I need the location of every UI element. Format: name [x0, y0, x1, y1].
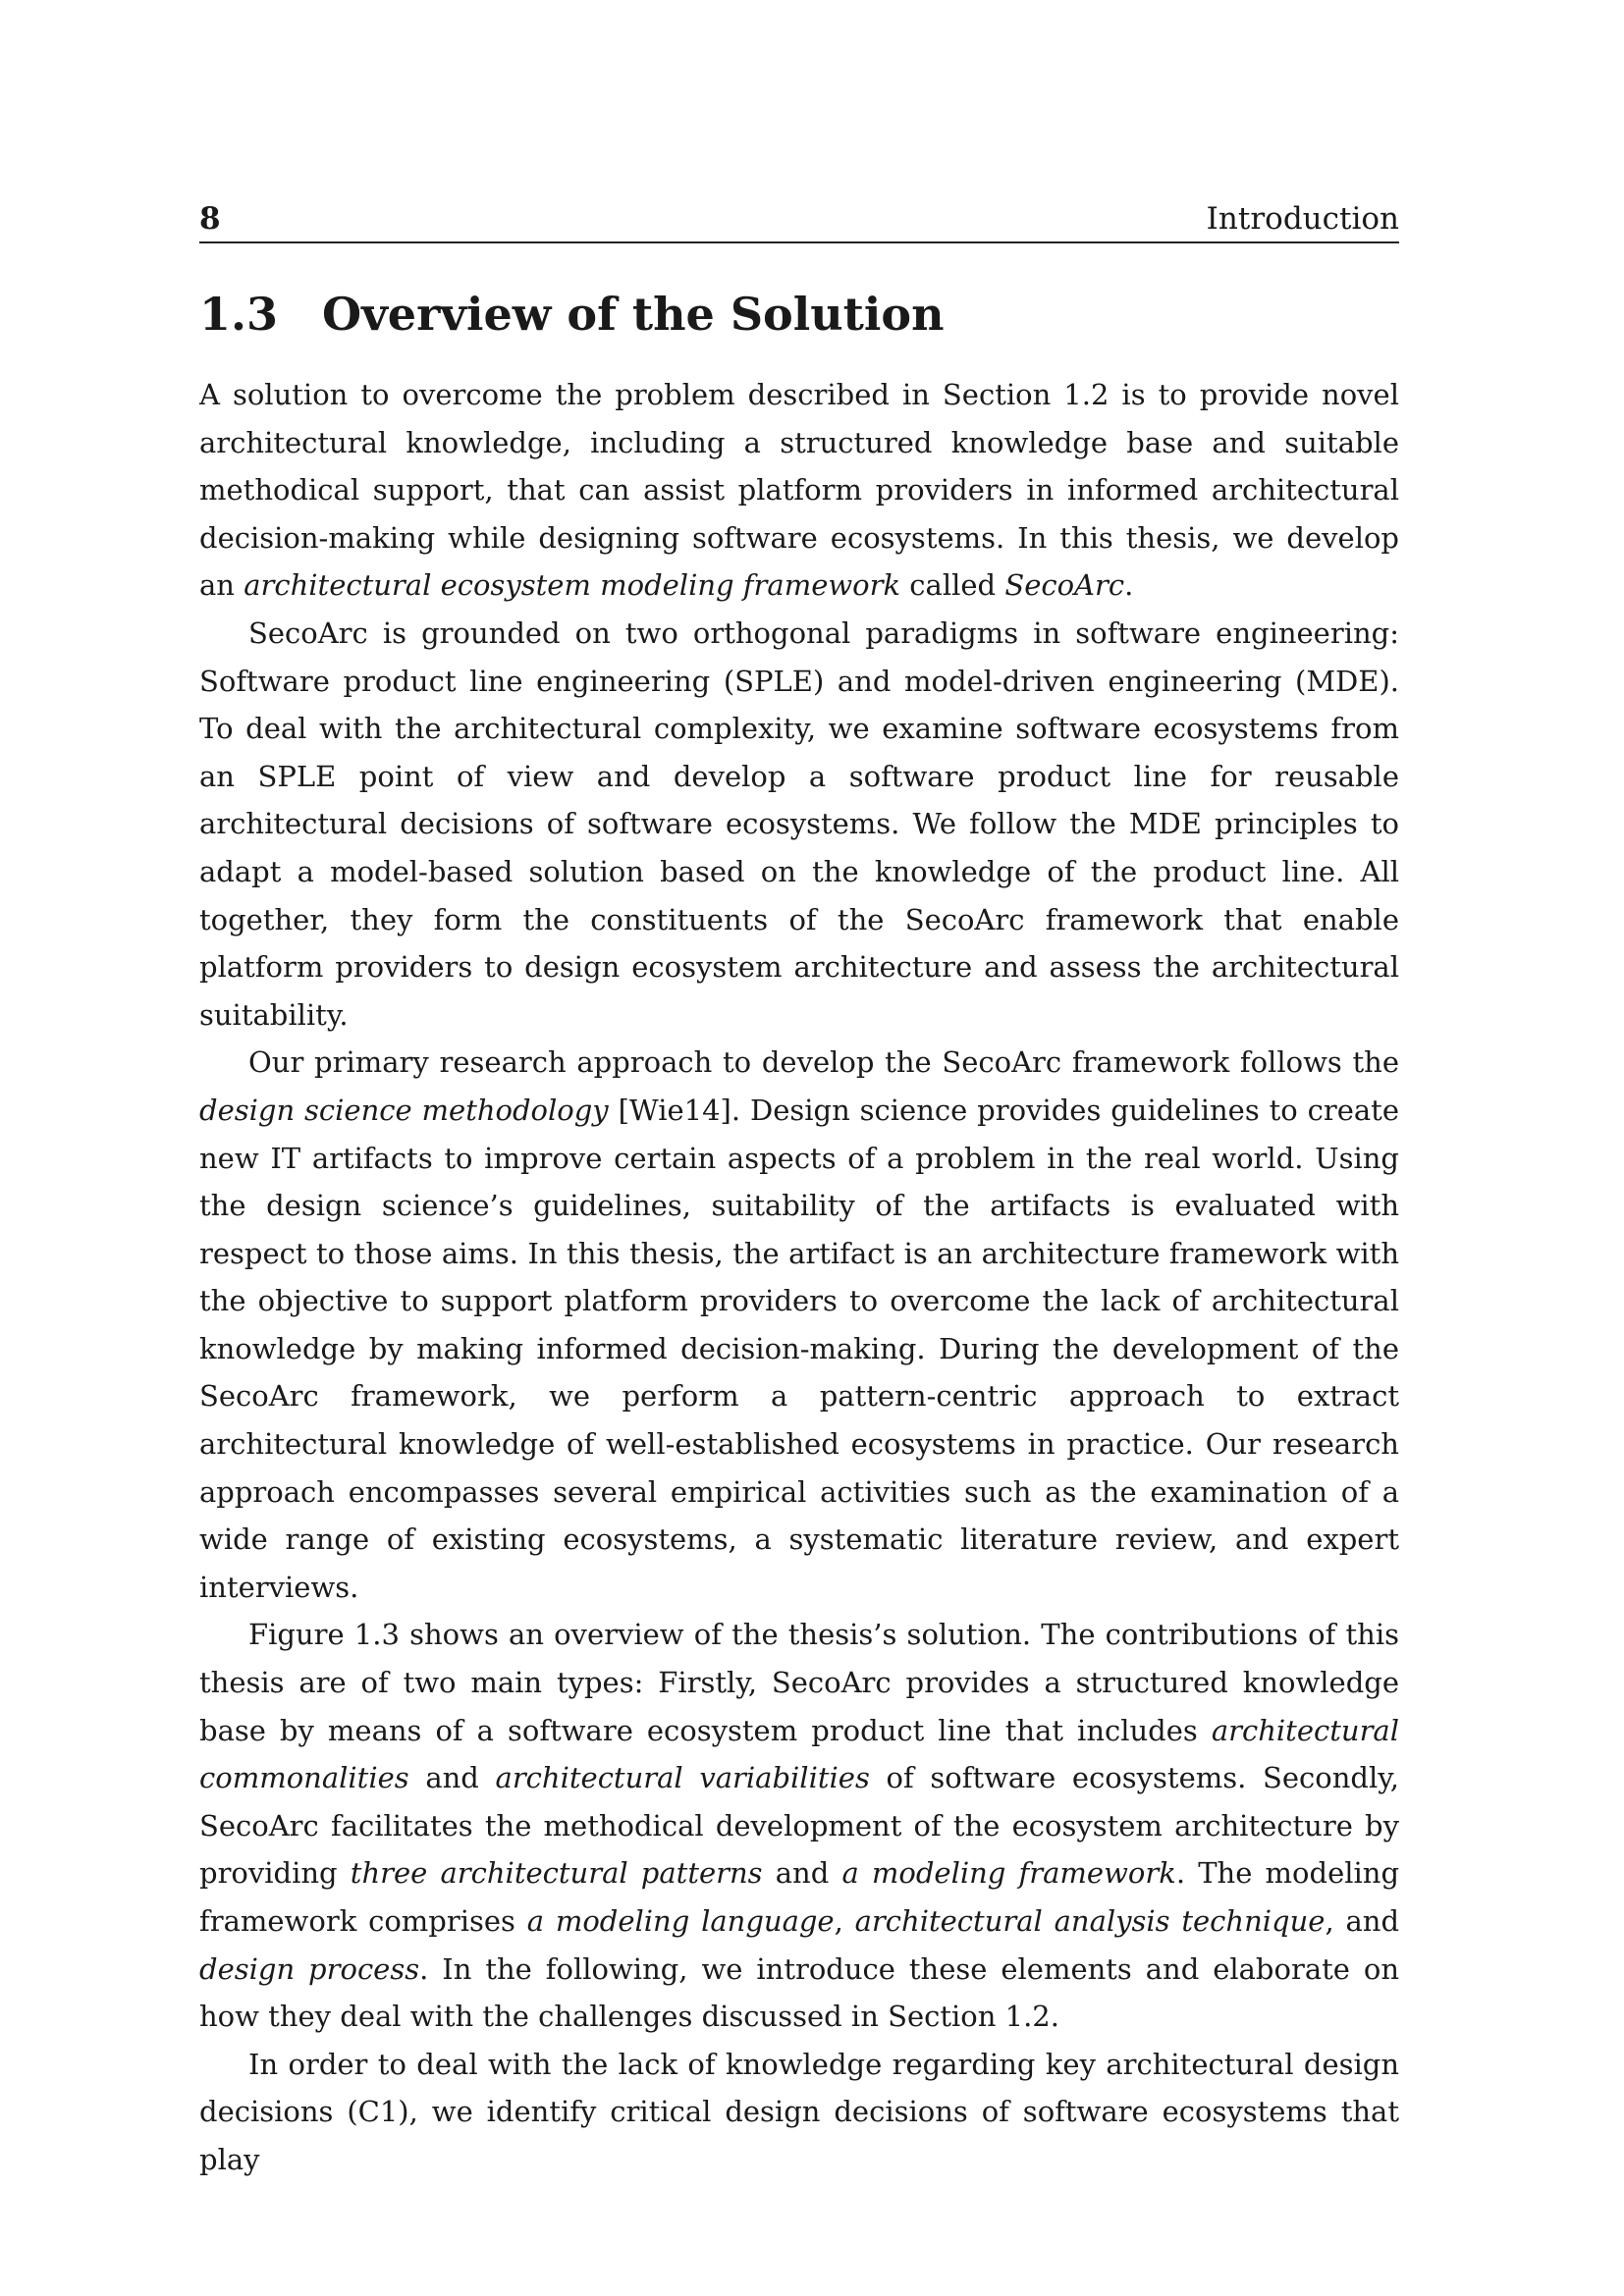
running-header — [199, 196, 1399, 243]
emphasis-text: design process — [199, 1951, 420, 1986]
text-run: Figure 1.3 shows an overview of the thesis’s solution. The contributions of this thesis are of two main types: Firstly, SecoArc provides a structured knowledge base by means of a software ecosystem product line that includes — [199, 1618, 1399, 1747]
section-number: 1.3 — [199, 288, 279, 341]
emphasis-text: architectural ecosystem modeling framework — [244, 568, 901, 603]
text-run: and — [408, 1761, 496, 1795]
emphasis-text: architectural analysis technique — [854, 1904, 1326, 1938]
body-text — [199, 371, 1399, 2184]
text-run: Our primary research approach to develop the SecoArc framework follows the — [248, 1045, 1399, 1080]
text-run: called — [900, 568, 1005, 603]
emphasis-text: three architectural patterns — [350, 1856, 763, 1891]
emphasis-text: SecoArc — [1004, 568, 1125, 603]
text-run: of software ecosystems. Secondly, SecoArc facilitates the methodical development of the ecosystem architecture by providing — [199, 1761, 1399, 1891]
paragraph — [199, 2041, 1399, 2184]
section-title: Overview of the Solution — [322, 288, 945, 341]
text-run: A solution to overcome the problem described in Section 1.2 is to provide novel architectural knowledge, including a structured knowledge base and suitable methodical support, that can assist platform providers in informed architectural decision-making while designing software ecosystems. In this thesis, we develop an — [199, 378, 1399, 603]
emphasis-text: a modeling framework — [841, 1856, 1176, 1891]
text-run: , — [834, 1904, 855, 1938]
page-number: 8 — [199, 201, 221, 237]
text-run: [Wie14]. Design science provides guidelines to create new IT artifacts to improve certain aspects of a problem in the real world. Using the design science’s guidelines, suitability of the artifacts is evaluated with respect to those aims. In this thesis, the artifact is an architecture framework with the objective to support platform providers to overcome the lack of architectural knowledge by making informed decision-making. During the development of the SecoArc framework, we perform a pattern-centric approach to extract architectural knowledge of well-established ecosystems in practice. Our research approach encompasses several empirical activities such as the examination of a wide range of existing ecosystems, a systematic literature review, and expert interviews. — [199, 1093, 1399, 1604]
text-run: , and — [1325, 1904, 1400, 1938]
text-run: and — [762, 1856, 842, 1891]
emphasis-text: a modeling language — [526, 1904, 835, 1938]
running-title: Introduction — [1206, 201, 1399, 237]
paragraph — [199, 371, 1399, 610]
paragraph — [199, 1039, 1399, 1611]
emphasis-text: design science methodology — [199, 1093, 609, 1127]
text-run: . — [1124, 568, 1134, 603]
paragraph — [199, 1611, 1399, 2040]
emphasis-text: architectural commonalities — [199, 1713, 1399, 1795]
paragraph — [199, 610, 1399, 1039]
emphasis-text: architectural variabilities — [495, 1761, 870, 1795]
section-heading — [199, 282, 945, 347]
text-run: In order to deal with the lack of knowledge regarding key architectural design decisions (C1), we identify critical design decisions of software ecosystems that play — [199, 2047, 1399, 2176]
text-run: SecoArc is grounded on two orthogonal paradigms in software engineering: Software product line engineering (SPLE) and model-driven engineering (MDE). To deal with the architectural complexity, we examine software ecosystems from an SPLE point of view and develop a software product line for reusable architectural decisions of software ecosystems. We follow the MDE principles to adapt a model-based solution based on the knowledge of the product line. All together, they form the constituents of the SecoArc framework that enable platform providers to design ecosystem architecture and assess the architectural suitability. — [199, 615, 1399, 1032]
text-run: . The modeling framework comprises — [199, 1856, 1400, 1938]
text-run: . In the following, we introduce these elements and elaborate on how they deal with the challenges discussed in Section 1.2. — [199, 1951, 1399, 2034]
